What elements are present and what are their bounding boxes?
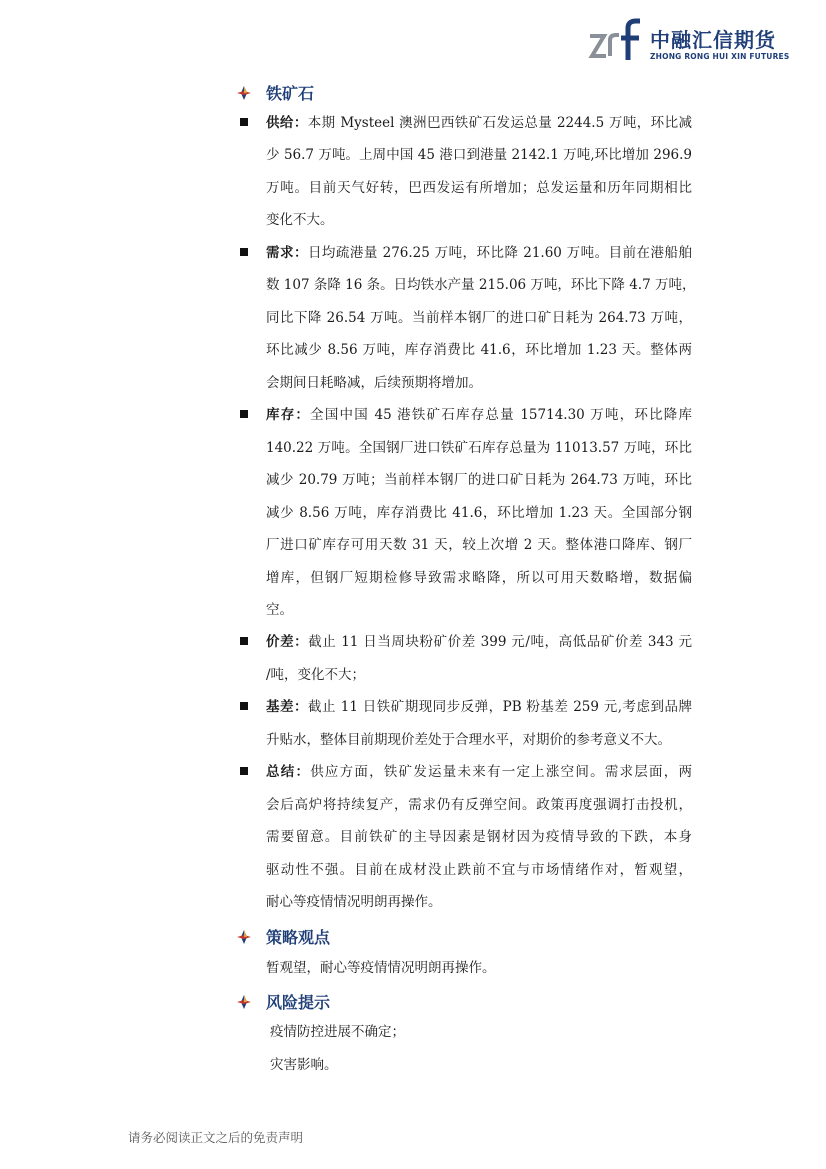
supply-paragraph-line: 万吨。目前天气好转，巴西发运有所增加；总发运量和历年同期相比 [266, 180, 692, 196]
section-title: 铁矿石 [266, 84, 315, 103]
square-bullet-icon [240, 248, 248, 256]
diamond-bullet-icon [236, 929, 252, 945]
risk-item: 灾害影响。 [270, 1057, 338, 1073]
square-bullet-icon [240, 118, 248, 126]
strategy-text: 暂观望，耐心等疫情情况明朗再操作。 [266, 960, 496, 976]
demand-paragraph-line: 同比下降 26.54 万吨。当前样本钢厂的进口矿日耗为 264.73 万吨， [266, 310, 692, 326]
footer-disclaimer: 请务必阅读正文之后的免责声明 [128, 1130, 304, 1145]
inventory-paragraph-line: 库存：全国中国 45 港铁矿石库存总量 15714.30 万吨，环比降库 [266, 407, 693, 423]
summary-paragraph-line: 总结：供应方面，铁矿发运量未来有一定上涨空间。需求层面，两 [266, 764, 693, 780]
spread-label: 价差： [266, 634, 309, 650]
summary-paragraph-line: 驱动性不强。目前在成材没止跌前不宜与市场情绪作对，暂观望， [266, 862, 692, 878]
demand-paragraph-line: 环比减少 8.56 万吨，库存消费比 41.6，环比增加 1.23 天。整体两 [266, 342, 692, 358]
demand-label: 需求： [266, 245, 308, 261]
logo-chinese-name: 中融汇信期货 [650, 28, 776, 52]
diamond-bullet-icon [236, 994, 252, 1010]
demand-paragraph-line: 数 107 条降 16 条。日均铁水产量 215.06 万吨，环比下降 4.7 万吨， [266, 277, 696, 293]
demand-paragraph-line: 需求：日均疏港量 276.25 万吨，环比降 21.60 万吨。目前在港船舶 [266, 245, 692, 261]
summary-paragraph-line: 需要留意。目前铁矿的主导因素是钢材因为疫情导致的下跌，本身 [266, 829, 692, 845]
summary-label: 总结： [266, 764, 311, 780]
square-bullet-icon [240, 637, 248, 645]
section-heading-risk [236, 990, 330, 1013]
section-title: 策略观点 [266, 928, 331, 947]
risk-item: 疫情防控进展不确定； [270, 1024, 405, 1040]
supply-paragraph-line: 少 56.7 万吨。上周中国 45 港口到港量 2142.1 万吨,环比增加 296.9 [266, 147, 692, 163]
zrf-logo-icon [588, 18, 642, 62]
supply-paragraph-line: 供给：本期 Mysteel 澳洲巴西铁矿石发运总量 2244.5 万吨，环比减 [266, 115, 692, 131]
section-heading-strategy [236, 925, 330, 948]
inventory-label: 库存： [266, 407, 311, 423]
company-logo [588, 18, 790, 66]
spread-paragraph-line: 价差：截止 11 日当周块粉矿价差 399 元/吨，高低品矿价差 343 元 [266, 634, 693, 650]
demand-paragraph-line: 会期间日耗略减，后续预期将增加。 [266, 375, 482, 391]
supply-label: 供给： [266, 115, 308, 131]
summary-paragraph-line: 会后高炉将持续复产，需求仍有反弹空间。政策再度强调打击投机， [266, 797, 692, 813]
inventory-paragraph-line: 140.22 万吨。全国钢厂进口铁矿石库存总量为 11013.57 万吨，环比 [266, 440, 692, 456]
basis-paragraph-line: 升贴水，整体目前期现价差处于合理水平，对期价的参考意义不大。 [266, 732, 671, 748]
section-heading-iron-ore [236, 81, 314, 104]
square-bullet-icon [240, 410, 248, 418]
supply-paragraph-line: 变化不大。 [266, 212, 334, 228]
inventory-paragraph-line: 减少 20.79 万吨；当前样本钢厂的进口矿日耗为 264.73 万吨，环比 [266, 472, 692, 488]
logo-english-name: ZHONG RONG HUI XIN FUTURES [650, 52, 790, 61]
summary-paragraph-line: 耐心等疫情情况明朗再操作。 [266, 894, 442, 910]
square-bullet-icon [240, 702, 248, 710]
basis-label: 基差： [266, 699, 308, 715]
inventory-paragraph-line: 减少 8.56 万吨，库存消费比 41.6，环比增加 1.23 天。全国部分钢 [266, 505, 692, 521]
inventory-paragraph-line: 厂进口矿库存可用天数 31 天，较上次增 2 天。整体港口降库、钢厂 [266, 537, 692, 553]
square-bullet-icon [240, 767, 248, 775]
spread-paragraph-line: /吨，变化不大； [266, 667, 366, 683]
diamond-bullet-icon [236, 85, 252, 101]
basis-paragraph-line: 基差：截止 11 日铁矿期现同步反弹，PB 粉基差 259 元,考虑到品牌 [266, 699, 692, 715]
inventory-paragraph-line: 增库，但钢厂短期检修导致需求略降，所以可用天数略增，数据偏 [266, 570, 692, 586]
section-title: 风险提示 [266, 993, 331, 1012]
inventory-paragraph-line: 空。 [266, 602, 293, 618]
